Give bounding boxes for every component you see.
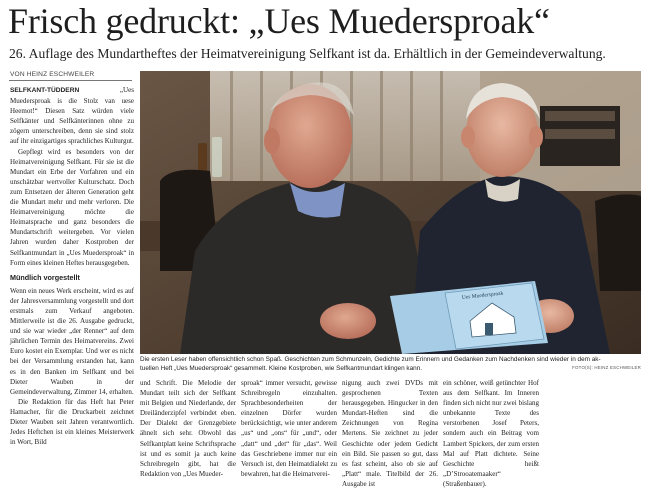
caption-line: Die ersten Leser haben offensichtlich schon Spaß. Geschichten zum Schmunzeln, Gedichte zum Erinnern und Gedanken zum Nachdenken sind wieder in dem ak- [140, 356, 601, 363]
body-paragraph: Wenn ein neues Werk erscheint, wird es auf der Jahresversammlung vorgestellt und dort erstmals zum Verkauf angeboten. Mittlerweile ist die 26. Ausgabe gedruckt, und sie war wieder „der Renner“ auf dem jährlichen Termin des Heimatvereins. Zwei Euro kostet ein Exemplar. Und wer es nicht bei der Versammlung erstanden hat, kann es in den Banken im Selfkant und bei Dieter Wauben in der Gemeindeverwaltung, Zimmer 14, erhalten. [10, 286, 134, 396]
article-photo [140, 71, 641, 354]
dateline: SELFKANT-TÜDDERN [10, 87, 80, 94]
body-column [443, 378, 539, 489]
photo-illustration [140, 71, 641, 354]
headline: Frisch gedruckt: „Ues Muedersproak“ [8, 1, 550, 41]
body-column [241, 378, 337, 479]
body-paragraph: Gepflegt wird es besonders von der Heimatvereinigung Selfkant. Für sie ist die Mundart ein Erbe der Vorfahren und ein unschätzbar wertvoller Kulturschatz. Doch zum Entsetzen der älteren Generation geht die Mundart mehr und mehr verloren. Die Heimatvereinigung möchte die Heimatsprache und ganz besonders die Mundartschrift weitergeben. Vor vielen Jahren wurden daher Kostproben der Selfkantmundart in „Ues Muedersproak“ in Form eines kleinen Heftes herausgegeben. [10, 147, 134, 267]
byline: VON HEINZ ESCHWEILER [10, 71, 95, 78]
column-text: sproak“ immer versucht, gewisse Schreibregeln einzuhalten. Sprachbesonderheiten der einzelnen Dörfer wurden berücksichtigt, wie unter anderem „us“ und „ons“ für „und“, oder „datt“ und „det“ für „das“. Weil das Geschriebene immer nur ein Versuch ist, den Heimatdialekt zu bewahren, hat die Heimatverei- [241, 379, 337, 478]
photo-credit: FOTO(S): HEINZ ESCHWEILER [572, 365, 641, 370]
lead-paragraph [10, 85, 134, 147]
column-text: und Schrift. Die Melodie der Mundart teilt sich der Selfkant mit Belgien und Niederlande, der Dreiländerzipfel verbindet eben. Der Dialekt der Grenzgebiete ähnelt sich sehr. Obwohl das Selfkantplatt keine Schriftsprache ist und es somit ja auch keine Schreibregeln gibt, hat die Redaktion von „Ues Mueder- [140, 379, 236, 478]
body-column [140, 378, 236, 479]
lead-text: „Ues Muedersproak is die Stolz van uese Heemot!“ Diesen Satz würden viele Selfkänter und Selfkänterinnen ohne zu zögern unterschreiben, denn sie sind stolz auf ihr einzigartiges sprachliches Kulturgut. [10, 86, 134, 146]
body-column [342, 378, 438, 489]
column-text: nigung auch zwei DVDs mit gesprochenen Texten herausgegeben. Hingucker in den Mundart-Heften sind die Zeichnungen von Regina Mertens. Sie zeichnet zu jeder Geschichte oder jedem Gedicht ein Bild. Sie passen so gut, dass es fast scheint, also ob sie auf „Platt“ male. Titelbild der 26. Ausgabe ist [342, 379, 438, 488]
subheading: Mündlich vorgestellt [10, 272, 80, 282]
photo-caption [140, 356, 641, 373]
column-text: ein schöner, weiß getünchter Hof aus dem Selfkant. Im Inneren finden sich nicht nur zwei bislang unbekannte Texte des verstorbenen Josef Peters, sondern auch ein Beitrag vom Lambert Spickers, der zum ersten Mal auf Platt dichtete. Seine Geschichte heißt „D’Strooatemaaker“ (Straßenbauer). [443, 379, 539, 488]
body-paragraph: Die Redaktion für das Heft hat Peter Hamacher, für die Druckarbeit zeichnet Dieter Wauben seit Jahren verantwortlich. Jedes Heftchen ist ein kleines Meisterwerk in Wort, Bild [10, 397, 134, 447]
left-column [10, 85, 134, 447]
caption-line: tuellen Heft „Ues Muedersproak“ gesammelt. Kleine Kostproben, wie Selfkantmundart klingen kann. [140, 364, 423, 372]
booklet-title: Ues Muedersproak [461, 290, 504, 301]
subheadline: 26. Auflage des Mundartheftes der Heimatvereinigung Selfkant ist da. Erhältlich in der Gemeindeverwaltung. [9, 46, 606, 61]
byline-divider [9, 80, 132, 81]
